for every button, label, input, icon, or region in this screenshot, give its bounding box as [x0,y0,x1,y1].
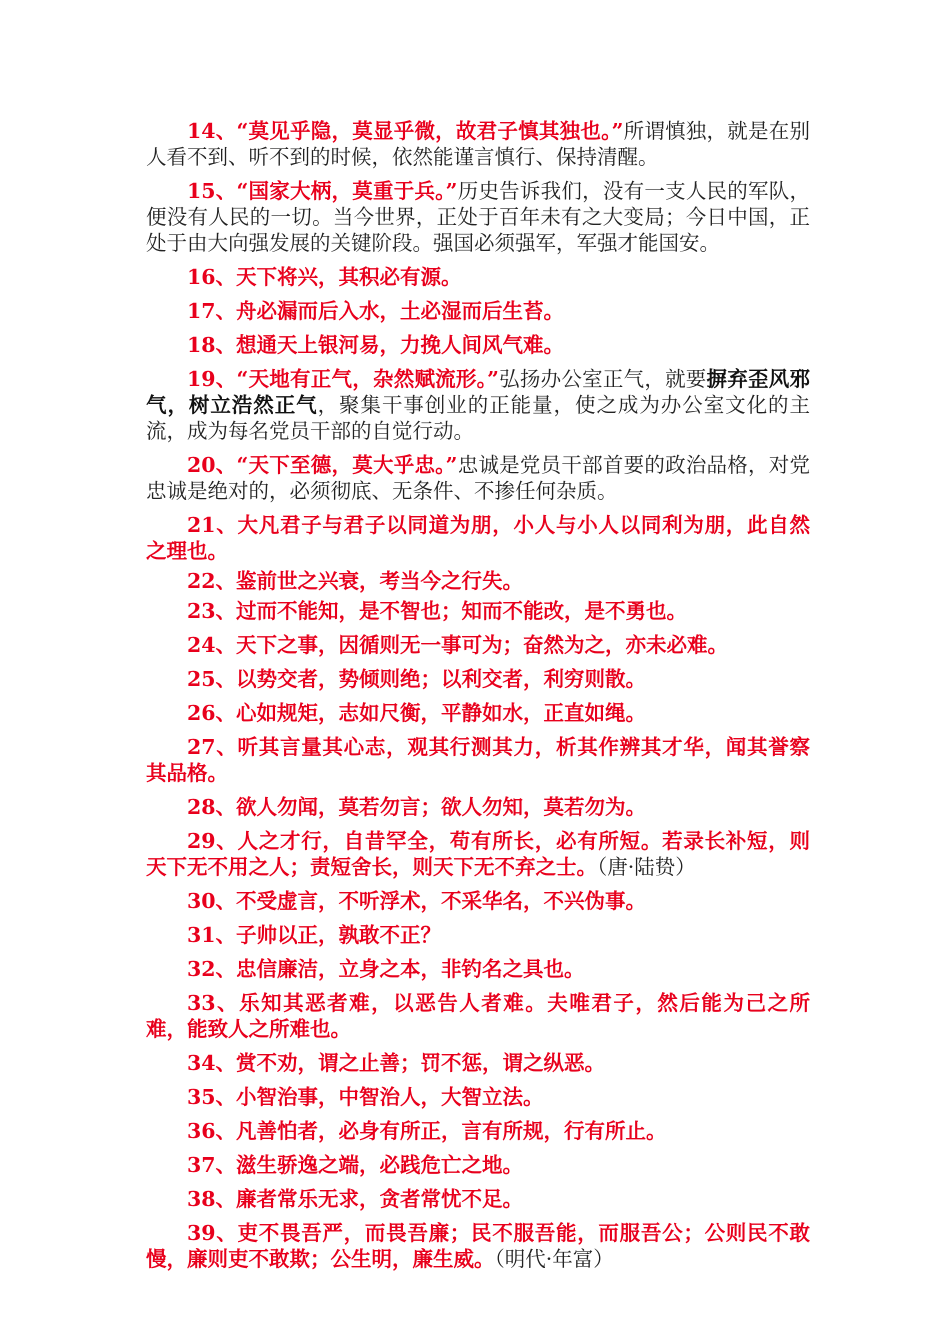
item-quote: 天下之事，因循则无一事可为；奋然为之，亦未必难。 [236,633,729,657]
item-quote: 不受虚言，不听浮术，不采华名，不兴伪事。 [236,889,647,913]
item-number: 39、 [187,1221,238,1245]
item-commentary: 所谓慎独，就是在别人看不到、听不到的时候，依然能谨言慎行、保持清醒。 [146,119,811,169]
item-quote: 吏不畏吾严，而畏吾廉；民不服吾能，而服吾公；公则民不敢慢，廉则吏不敢欺；公生明，廉生威。 [146,1221,811,1271]
item-number: 37、 [187,1153,237,1177]
item-quote: 欲人勿闻，莫若勿言；欲人勿知，莫若勿为。 [236,795,647,819]
item-number: 17、 [187,299,237,323]
item-quote: 凡善怕者，必身有所正，言有所规，行有所止。 [236,1119,667,1143]
item-quote: 想通天上银河易，力挽人间风气难。 [236,333,565,357]
item-quote: 子帅以正，孰敢不正？ [236,923,442,947]
item-number: 35、 [187,1085,237,1109]
item-27 [146,734,810,786]
item-24 [146,632,810,658]
item-commentary: 历史告诉我们，没有一支人民的军队，便没有人民的一切。当今世界，正处于百年未有之大变局；今日中国，正处于由大向强发展的关键阶段。强国必须强军，军强才能国安。 [146,179,811,255]
item-38 [146,1186,810,1212]
item-quote: “国家大柄，莫重于兵。” [236,179,458,203]
item-quote: 乐知其恶者难，以恶告人者难。夫唯君子，然后能为己之所难，能致人之所难也。 [146,991,810,1041]
item-quote: 鉴前世之兴衰，考当今之行失。 [236,569,524,593]
item-number: 18、 [187,333,237,357]
item-quote: 听其言量其心志，观其行测其力，析其作辨其才华，闻其誉察其品格。 [146,735,811,785]
item-quote: “天地有正气，杂然赋流形。” [236,367,499,391]
item-number: 24、 [187,633,237,657]
item-25 [146,666,810,692]
item-21 [146,512,810,564]
item-26 [146,700,810,726]
item-35 [146,1084,810,1110]
item-quote: 人之才行，自昔罕全，苟有所长，必有所短。若录长补短，则天下无不用之人；责短舍长，则天下无不弃之士。 [146,829,811,879]
item-quote: 忠信廉洁，立身之本，非钓名之具也。 [236,957,585,981]
item-39 [146,1220,810,1272]
item-number: 16、 [187,265,237,289]
item-quote: 过而不能知，是不智也；知而不能改，是不勇也。 [236,599,688,623]
item-quote: “天下至德，莫大乎忠。” [236,453,458,477]
item-17 [146,298,810,324]
item-14 [146,118,810,170]
item-number: 14、 [187,119,237,143]
item-37 [146,1152,810,1178]
item-34 [146,1050,810,1076]
item-source: （唐·陆贽） [597,855,696,879]
item-number: 27、 [187,735,238,759]
item-18 [146,332,810,358]
item-commentary: 忠诚是党员干部首要的政治品格，对党忠诚是绝对的，必须彻底、无条件、不掺任何杂质。 [146,453,811,503]
item-number: 30、 [187,889,237,913]
item-number: 21、 [187,513,238,537]
item-28 [146,794,810,820]
item-number: 31、 [187,923,237,947]
item-31 [146,922,810,948]
item-number: 25、 [187,667,237,691]
item-source: （明代·年富） [494,1247,614,1271]
item-quote: 赏不劝，谓之止善；罚不惩，谓之纵恶。 [236,1051,606,1075]
item-32 [146,956,810,982]
item-number: 15、 [187,179,237,203]
item-quote: 大凡君子与君子以同道为朋，小人与小人以同利为朋，此自然之理也。 [146,513,811,563]
item-number: 28、 [187,795,237,819]
item-quote: 心如规矩，志如尺衡，平静如水，正直如绳。 [236,701,647,725]
item-quote: “莫见乎隐，莫显乎微，故君子慎其独也。” [236,119,624,143]
item-number: 32、 [187,957,237,981]
item-commentary-continued: ，聚集干事创业的正能量，使之成为办公室文化的主流，成为每名党员干部的自觉行动。 [146,393,811,443]
document-page [146,118,810,1272]
item-number: 22、 [187,569,237,593]
item-33 [146,990,810,1042]
item-number: 36、 [187,1119,237,1143]
item-number: 20、 [187,453,237,477]
item-16 [146,264,810,290]
item-30 [146,888,810,914]
item-emphasis: 摒弃歪风邪气，树立浩然正气 [146,367,811,417]
item-quote: 小智治事，中智治人，大智立法。 [236,1085,544,1109]
item-19 [146,366,810,444]
item-quote: 滋生骄逸之端，必践危亡之地。 [236,1153,524,1177]
item-commentary: 弘扬办公室正气，就要 [498,367,707,391]
item-20 [146,452,810,504]
item-15 [146,178,810,256]
item-number: 26、 [187,701,237,725]
item-number: 23、 [187,599,237,623]
item-22 [146,568,810,594]
item-23 [146,598,810,624]
item-36 [146,1118,810,1144]
item-number: 33、 [187,991,240,1015]
item-quote: 廉者常乐无求，贪者常忧不足。 [236,1187,524,1211]
item-quote: 舟必漏而后入水，土必湿而后生苔。 [236,299,565,323]
item-number: 38、 [187,1187,237,1211]
item-quote: 以势交者，势倾则绝；以利交者，利穷则散。 [236,667,647,691]
item-number: 19、 [187,367,237,391]
item-29 [146,828,810,880]
item-number: 34、 [187,1051,237,1075]
item-number: 29、 [187,829,238,853]
item-quote: 天下将兴，其积必有源。 [236,265,462,289]
